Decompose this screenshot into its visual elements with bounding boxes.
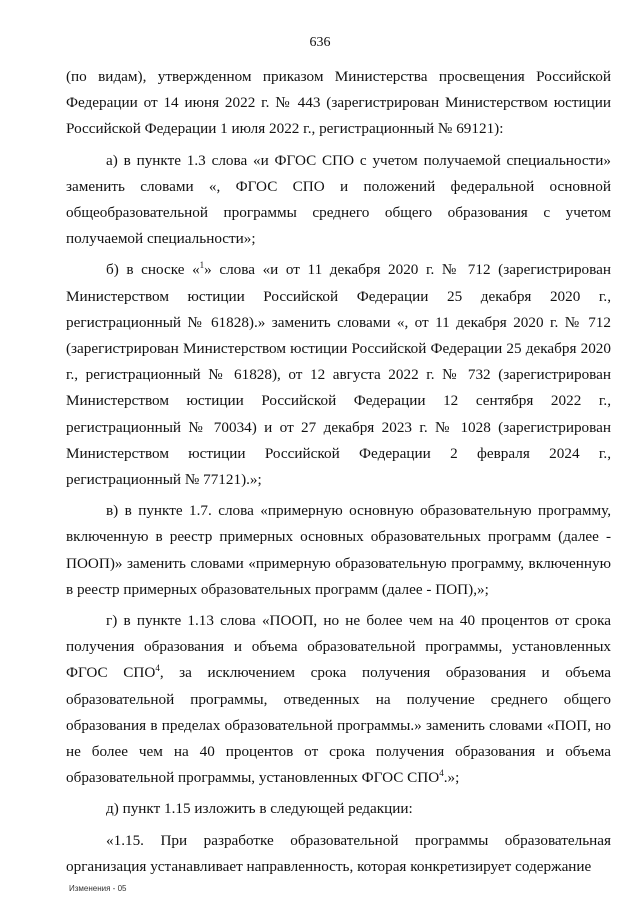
item-b-text-rest: » слова «и от 11 декабря 2020 г. № 712 (зарегистрирован Министерством юстиции Российской Федерации 25 декабря 2020 г., регистрационный № 61828).» заменить словами «, от 11 декабря 2020 г. № 712 (зарегистрирован Министерством юстиции Российской Федерации 25 декабря 2020 г., регистрационный № 61828), от 12 августа 2022 г. № 732 (зарегистрирован Министерством юстиции Российской Федерации 12 сентября 2022 г., регистрационный № 70034) и от 27 декабря 2023 г. № 1028 (зарегистрирован Министерством юстиции Российской Федерации 2 февраля 2024 г., регистрационный № 77121).»; (66, 261, 611, 489)
document-body (66, 64, 611, 880)
footnote-ref-4-second: 4 (439, 768, 444, 779)
item-g-text-middle: , за исключением срока получения образования и объема образовательной программы, отведенных на получение среднего общего образования в пределах образовательной программы.» заменить словами «ПОП, но не более чем на 40 процентов от срока получения образования и объема образовательной программы, установленных ФГОС СПО (66, 664, 611, 787)
paragraph-item-a: а) в пункте 1.3 слова «и ФГОС СПО с учетом получаемой специальности» заменить словами «, ФГОС СПО и положений федеральной основной общеобразовательной программы среднего общего образования с учетом получаемой специальности»; (66, 151, 611, 248)
paragraph-item-g (66, 608, 611, 791)
page-number: 636 (309, 35, 331, 50)
footer-label: Изменения - 05 (69, 884, 127, 893)
paragraph-item-d: д) пункт 1.15 изложить в следующей редакции: (106, 800, 413, 818)
paragraph-item-v: в) в пункте 1.7. слова «примерную основную образовательную программу, включенную в реестр примерных основных образовательных программ (далее - ПООП)» заменить словами «примерную образовательную программу, включенную в реестр примерных образовательных программ (далее - ПОП),»; (66, 502, 611, 598)
footnote-ref-1: 1 (199, 260, 205, 271)
footnote-ref-4-first: 4 (155, 663, 160, 674)
item-b-text-start: б) в сноске « (106, 261, 200, 279)
item-g-text-start: г) в пункте 1.13 слова «ПООП, но не более чем на 40 процентов от срока получения образования и объема образовательной программы, установленных ФГОС СПО (66, 612, 611, 682)
paragraph-quote-1-15: «1.15. При разработке образовательной программы образовательная организация устанавливает направленность, которая конкретизирует содержание (66, 831, 611, 875)
item-g-text-end: .»; (443, 769, 460, 787)
paragraph-item-b (66, 257, 611, 493)
paragraph-intro: (по видам), утвержденном приказом Министерства просвещения Российской Федерации от 14 июня 2022 г. № 443 (зарегистрирован Министерством юстиции Российской Федерации 1 июля 2022 г., регистрационный № 69121): (66, 68, 611, 138)
